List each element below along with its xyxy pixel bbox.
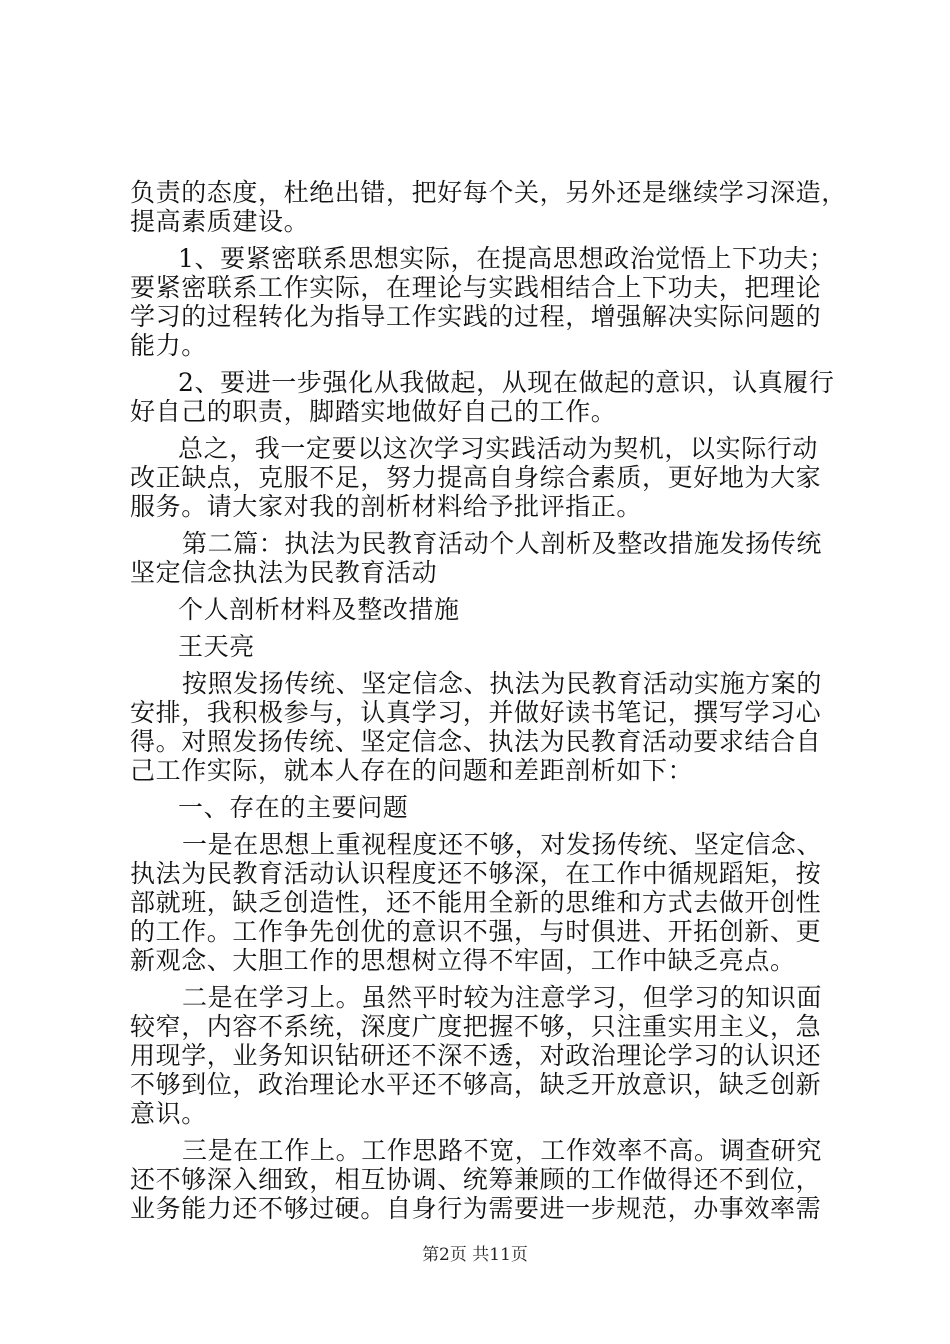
text-line: 1、要紧密联系思想实际，在提高思想政治觉悟上下功夫；: [178, 244, 835, 273]
text-line: 意识。: [130, 1099, 207, 1128]
text-line: 总之，我一定要以这次学习实践活动为契机，以实际行动: [178, 434, 819, 463]
text-line: 按照发扬传统、坚定信念、执法为民教育活动实施方案的: [182, 669, 823, 698]
text-line: 新观念、大胆工作的思想树立得不牢固，工作中缺乏亮点。: [130, 946, 796, 975]
section-heading: 坚定信念执法为民教育活动: [130, 558, 438, 587]
text-line: 一是在思想上重视程度还不够，对发扬传统、坚定信念、: [182, 830, 823, 859]
text-line: 2、要进一步强化从我做起，从现在做起的意识，认真履行: [178, 368, 835, 397]
text-line: 安排，我积极参与，认真学习，并做好读书笔记，撰写学习心: [130, 698, 822, 727]
text-line: 学习的过程转化为指导工作实践的过程，增强解决实际问题的: [130, 302, 822, 331]
text-line: 改正缺点，克服不足，努力提高自身综合素质，更好地为大家: [130, 463, 822, 492]
text-line: 得。对照发扬传统、坚定信念、执法为民教育活动要求结合自: [130, 727, 822, 756]
section-heading: 一、存在的主要问题: [178, 793, 409, 822]
text-line: 二是在学习上。虽然平时较为注意学习，但学习的知识面: [182, 983, 823, 1012]
text-line: 三是在工作上。工作思路不宽，工作效率不高。调查研究: [182, 1136, 823, 1165]
text-line: 还不够深入细致，相互协调、统筹兼顾的工作做得还不到位，: [130, 1165, 822, 1194]
author-name: 王天亮: [178, 632, 255, 661]
text-line: 较窄，内容不系统，深度广度把握不够，只注重实用主义，急: [130, 1012, 822, 1041]
text-line: 能力。: [130, 331, 207, 360]
text-line: 部就班，缺乏创造性，还不能用全新的思维和方式去做开创性: [130, 888, 822, 917]
section-heading: 第二篇：执法为民教育活动个人剖析及整改措施发扬传统: [182, 529, 823, 558]
text-line: 好自己的职责，脚踏实地做好自己的工作。: [130, 397, 617, 426]
text-line: 要紧密联系工作实际，在理论与实践相结合上下功夫，把理论: [130, 273, 822, 302]
text-line: 不够到位，政治理论水平还不够高，缺乏开放意识，缺乏创新: [130, 1070, 822, 1099]
page-number-footer: 第2页 共11页: [422, 1245, 528, 1265]
text-line: 业务能力还不够过硬。自身行为需要进一步规范，办事效率需: [130, 1194, 822, 1223]
text-line: 的工作。工作争先创优的意识不强，与时俱进、开拓创新、更: [130, 917, 822, 946]
text-line: 提高素质建设。: [130, 207, 310, 236]
text-line: 负责的态度，杜绝出错，把好每个关，另外还是继续学习深造，: [130, 178, 847, 207]
text-line: 用现学，业务知识钻研还不深不透，对政治理论学习的认识还: [130, 1041, 822, 1070]
text-line: 执法为民教育活动认识程度还不够深，在工作中循规蹈矩，按: [130, 859, 822, 888]
section-subtitle: 个人剖析材料及整改措施: [178, 595, 460, 624]
text-line: 己工作实际，就本人存在的问题和差距剖析如下：: [130, 756, 694, 785]
text-line: 服务。请大家对我的剖析材料给予批评指正。: [130, 492, 643, 521]
